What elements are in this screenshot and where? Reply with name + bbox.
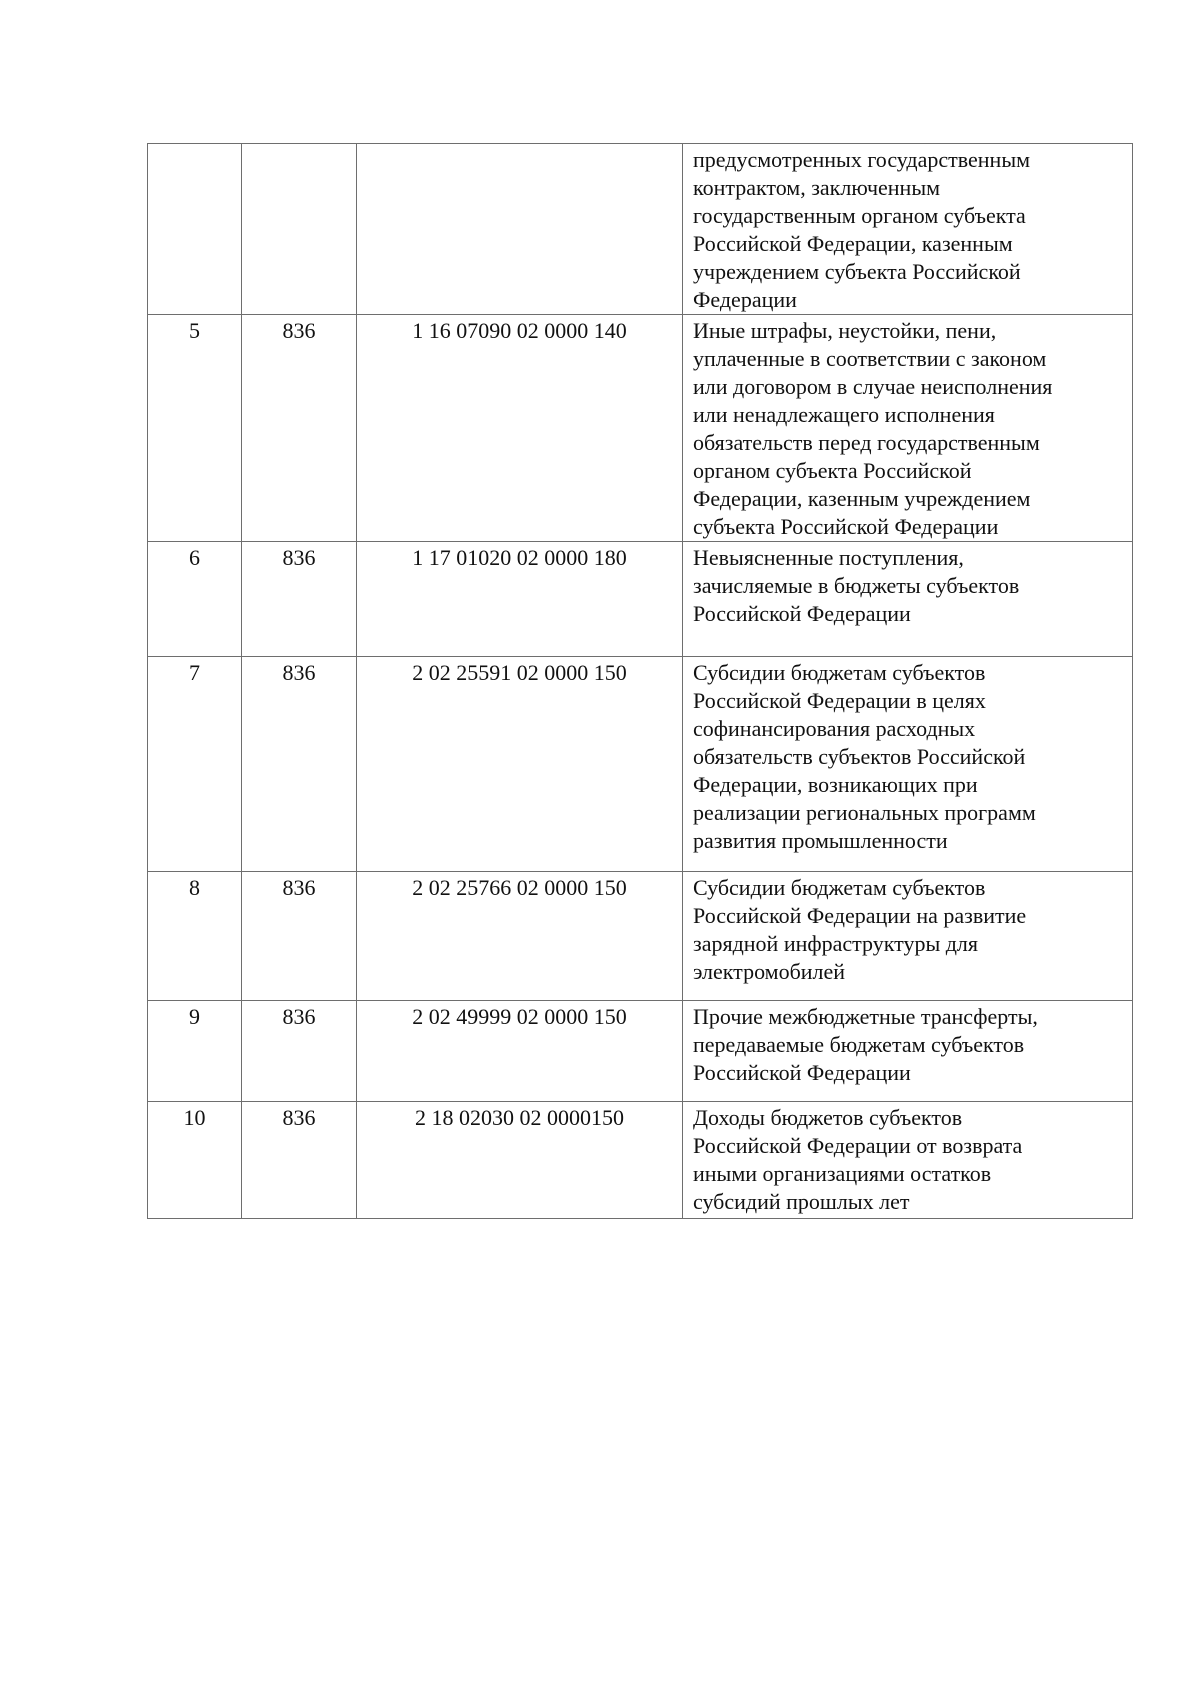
revenue-description-cell: Невыясненные поступления, зачисляемые в бюджеты субъектов Российской Федерации (683, 542, 1133, 657)
row-number-cell: 10 (148, 1102, 242, 1219)
table-row (148, 144, 1133, 315)
administrator-code-cell: 836 (242, 315, 357, 542)
table-row (148, 315, 1133, 542)
administrator-code-cell: 836 (242, 872, 357, 1001)
revenue-codes-table (147, 143, 1133, 1219)
administrator-code-cell: 836 (242, 1102, 357, 1219)
administrator-code-cell: 836 (242, 1001, 357, 1102)
budget-classification-code-cell: 2 02 49999 02 0000 150 (357, 1001, 683, 1102)
row-number-cell (148, 144, 242, 315)
row-number-cell: 6 (148, 542, 242, 657)
administrator-code-cell: 836 (242, 657, 357, 872)
row-number-cell: 9 (148, 1001, 242, 1102)
revenue-description-cell: Субсидии бюджетам субъектов Российской Федерации в целях софинансирования расходных обязательств субъектов Российской Федерации, возникающих при реализации региональных программ развития промышленности (683, 657, 1133, 872)
table-row (148, 657, 1133, 872)
revenue-description-cell: Субсидии бюджетам субъектов Российской Федерации на развитие зарядной инфраструктуры для электромобилей (683, 872, 1133, 1001)
revenue-description-cell: предусмотренных государственным контрактом, заключенным государственным органом субъекта Российской Федерации, казенным учреждением субъекта Российской Федерации (683, 144, 1133, 315)
table-row (148, 872, 1133, 1001)
budget-classification-code-cell (357, 144, 683, 315)
budget-classification-code-cell: 1 16 07090 02 0000 140 (357, 315, 683, 542)
table-row (148, 1102, 1133, 1219)
revenue-description-cell: Прочие межбюджетные трансферты, передаваемые бюджетам субъектов Российской Федерации (683, 1001, 1133, 1102)
revenue-description-cell: Иные штрафы, неустойки, пени, уплаченные в соответствии с законом или договором в случае неисполнения или ненадлежащего исполнения обязательств перед государственным органом субъекта Российской Федерации, казенным учреждением субъекта Российской Федерации (683, 315, 1133, 542)
budget-classification-code-cell: 1 17 01020 02 0000 180 (357, 542, 683, 657)
budget-classification-code-cell: 2 02 25591 02 0000 150 (357, 657, 683, 872)
administrator-code-cell (242, 144, 357, 315)
row-number-cell: 7 (148, 657, 242, 872)
budget-classification-code-cell: 2 18 02030 02 0000150 (357, 1102, 683, 1219)
table-row (148, 542, 1133, 657)
administrator-code-cell: 836 (242, 542, 357, 657)
revenue-description-cell: Доходы бюджетов субъектов Российской Федерации от возврата иными организациями остатков субсидий прошлых лет (683, 1102, 1133, 1219)
table-row (148, 1001, 1133, 1102)
row-number-cell: 8 (148, 872, 242, 1001)
row-number-cell: 5 (148, 315, 242, 542)
budget-classification-code-cell: 2 02 25766 02 0000 150 (357, 872, 683, 1001)
